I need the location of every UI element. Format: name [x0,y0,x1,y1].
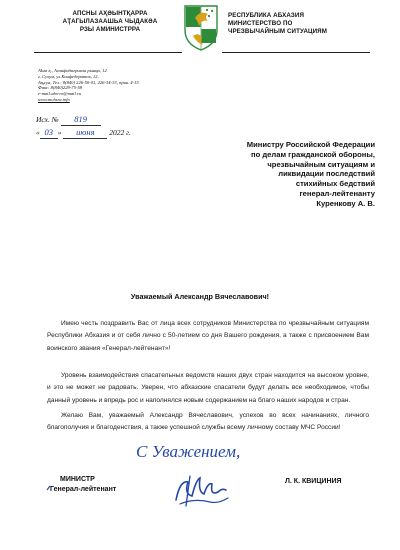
contact-line: Аҧсуа, Тел.: 8(840) 226-50-01, 226-34-33, прив. 4-15 [38,79,139,85]
paragraph-text: Уровень взаимодействия спасательных ведомств наших двух стран находится на высоком уровне, и это не может не радовать. Уверен, что абхазские спасатели будут делать все необходимое, чтобы данный уровень и впредь рос и наполнялся новым содержанием на благо наших народов и стран. [47,372,369,404]
contact-block [38,68,139,103]
signatory-title-line1: МИНИСТР [60,476,95,483]
greeting: Уважаемый Александр Вячеславович! [130,292,270,301]
ink-mark-icon [46,485,52,491]
outgoing-reference [36,113,131,139]
header-left-line: АҬАГЫЛАЗААШЬА ЧЫДАКӘА [62,18,158,25]
header-left-line: РЗЫ АМИНИСТРРА [79,26,141,33]
reference-day: 03 [40,126,58,139]
signatory-title [50,475,116,495]
contact-line: г. Сухум, ул.Конфедератов, 12, [38,73,99,79]
addressee-line: чрезвычайным ситуациям и [267,159,375,169]
addressee-line: Министру Российской Федерации [246,140,375,149]
letter-paragraph-1 [47,318,369,355]
reference-number-label: Исх. № [36,115,59,124]
contact-line: Аҟәа қ., Ахэнфадагринэа рынҵа, 12 [38,68,107,73]
header-right-line: МИНИСТЕРСТВО ПО [228,20,293,27]
contact-line: Факс: 8(840)229-75-58 [38,85,83,91]
letter-paragraph-3 [47,410,369,435]
header-right-line: ЧРЕЗВЫЧАЙНЫМ СИТУАЦИЯМ [228,28,327,35]
paragraph-text: Имею честь поздравить Вас от лица всех сотрудников Министерства по чрезвычайным ситуациям Республики Абхазия и от себя лично с 50-летием со дня Вашего рождения, а также с присвоением Вам воинского звания «Генерал-лейтенант»! [47,320,369,352]
addressee-line: стихийных бедствий [295,179,375,189]
letter-paragraph-2 [47,370,369,407]
date-quote-open: « [36,128,40,137]
handwritten-closing: С Уважением, [136,442,241,461]
header-left [50,10,170,34]
signatory-title-line2: Генерал-лейтенант [50,486,117,493]
contact-line: e-mail:abx-ro@mail.ru [38,91,81,97]
paragraph-text: Желаю Вам, уважаемый Александр Вячеславович, успехов во всех начинаниях, личного благополучия и благоденствия, а также успешной службы всему личному составу МЧС России! [47,412,369,432]
addressee-block [180,140,375,209]
reference-year: 2022 г. [109,128,131,137]
state-emblem-icon [182,4,220,52]
header-right [228,12,358,36]
signature-icon [170,470,232,510]
addressee-line: ликвидации последствий [278,169,375,179]
signatory-name: Л. К. КВИЦИНИЯ [285,478,342,485]
header-right-line: РЕСПУБЛИКА АБХАЗИЯ [228,12,304,19]
addressee-line: Куренкову А. В. [316,198,375,208]
website-link[interactable]: www.mchsra.info [38,96,70,102]
header-divider-left [34,52,182,53]
addressee-line: генерал-лейтенанту [299,188,375,198]
reference-month: июня [63,126,107,139]
header-divider-right [222,52,370,53]
reference-number: 819 [61,113,101,126]
date-quote-close: » [57,128,62,137]
addressee-line: по делам гражданской обороны, [251,149,375,159]
header-left-line: АПСНЫ АҲӘЫНТҚАРРА [72,10,148,17]
